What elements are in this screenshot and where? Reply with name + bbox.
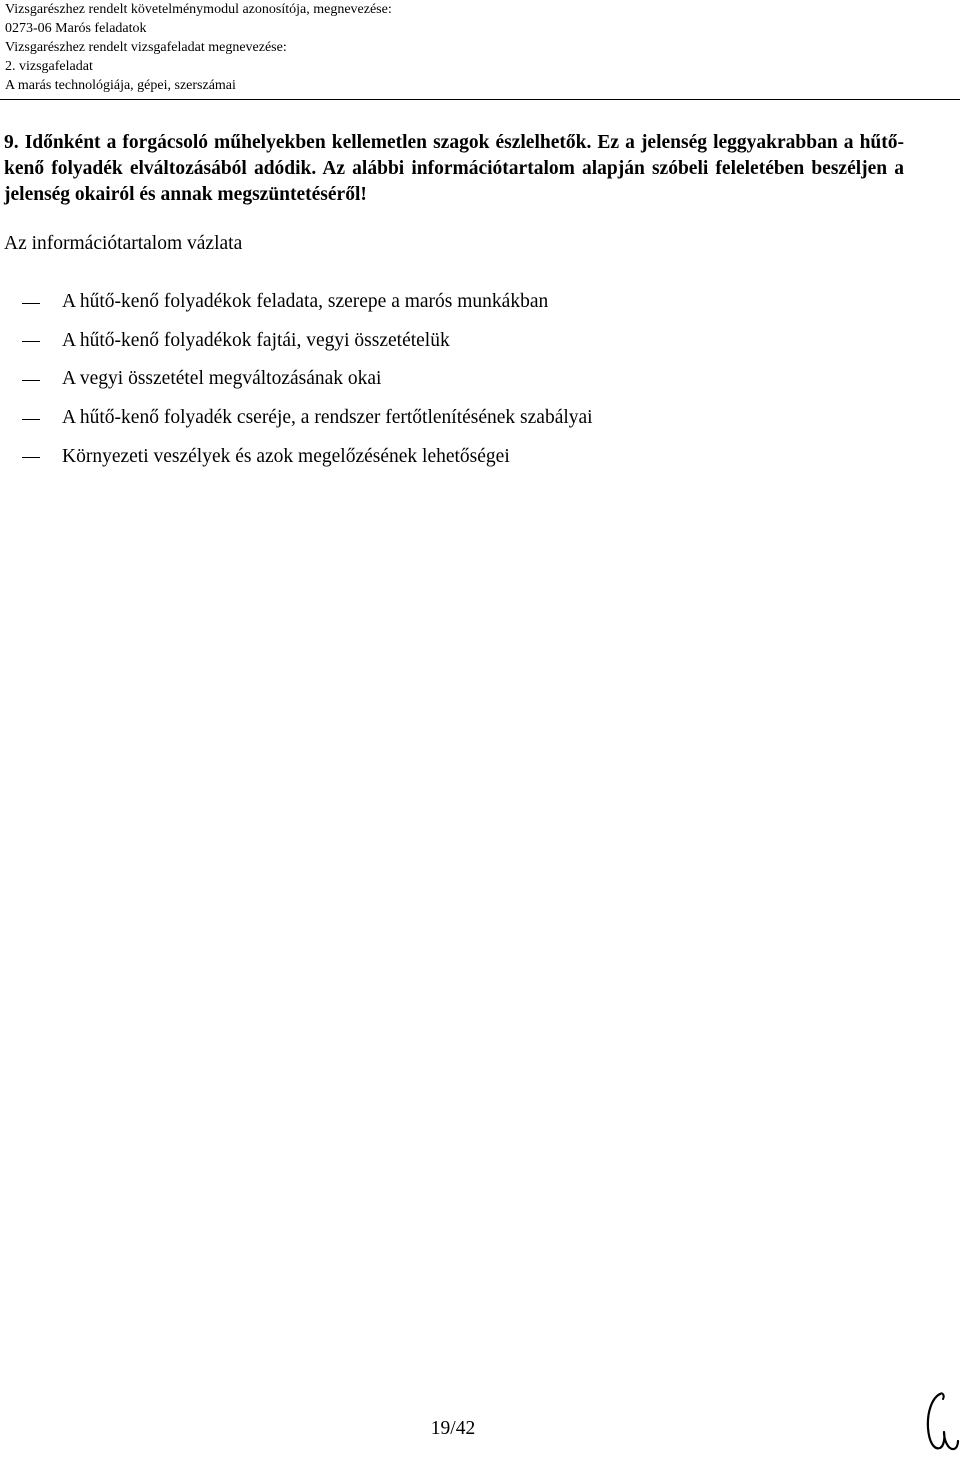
header-task-name: A marás technológiája, gépei, szerszámai bbox=[5, 78, 236, 93]
header-module-name: 0273-06 Marós feladatok bbox=[5, 21, 147, 36]
dash-bullet-icon bbox=[22, 457, 40, 458]
task-line-1: 9. Időnként a forgácsoló műhelyekben kellemetlen szagok észlelhetők. Ez a jelenség bbox=[4, 132, 708, 153]
task-statement bbox=[4, 130, 904, 208]
outline-list bbox=[22, 283, 593, 476]
header-task-label: Vizsgarészhez rendelt vizsgafeladat megnevezése: bbox=[5, 40, 287, 55]
page-number: 19/42 bbox=[430, 1418, 476, 1439]
dash-bullet-icon bbox=[22, 341, 40, 342]
outline-item-text: A hűtő-kenő folyadékok feladata, szerepe a marós munkákban bbox=[62, 291, 549, 313]
outline-title: Az információtartalom vázlata bbox=[4, 233, 243, 254]
header-divider bbox=[0, 99, 960, 100]
dash-bullet-icon bbox=[22, 380, 40, 381]
outline-item bbox=[22, 322, 593, 361]
dash-bullet-icon bbox=[22, 303, 40, 304]
page-header bbox=[5, 0, 945, 95]
header-module-label: Vizsgarészhez rendelt követelménymodul azonosítója, megnevezése: bbox=[5, 2, 392, 17]
header-task-number: 2. vizsgafeladat bbox=[5, 59, 93, 74]
task-line-3: alapján szóbeli feleletében beszéljen a jelenség okairól és annak megszüntetéséről! bbox=[4, 158, 905, 205]
task-line-2: leggyakrabban a hűtő-kenő folyadék elváltozásából adódik. Az alábbi információtartalom bbox=[4, 132, 905, 179]
outline-item bbox=[22, 360, 593, 399]
outline-item bbox=[22, 283, 593, 322]
outline-item-text: A hűtő-kenő folyadékok fajtái, vegyi összetételük bbox=[62, 329, 450, 351]
outline-item-text: A vegyi összetétel megváltozásának okai bbox=[62, 368, 382, 390]
outline-item bbox=[22, 399, 593, 438]
signature-icon bbox=[918, 1386, 960, 1458]
outline-item-text: Környezeti veszélyek és azok megelőzésének lehetőségei bbox=[62, 445, 510, 467]
dash-bullet-icon bbox=[22, 419, 40, 420]
outline-item-text: A hűtő-kenő folyadék cseréje, a rendszer fertőtlenítésének szabályai bbox=[62, 407, 593, 429]
outline-item bbox=[22, 437, 593, 476]
